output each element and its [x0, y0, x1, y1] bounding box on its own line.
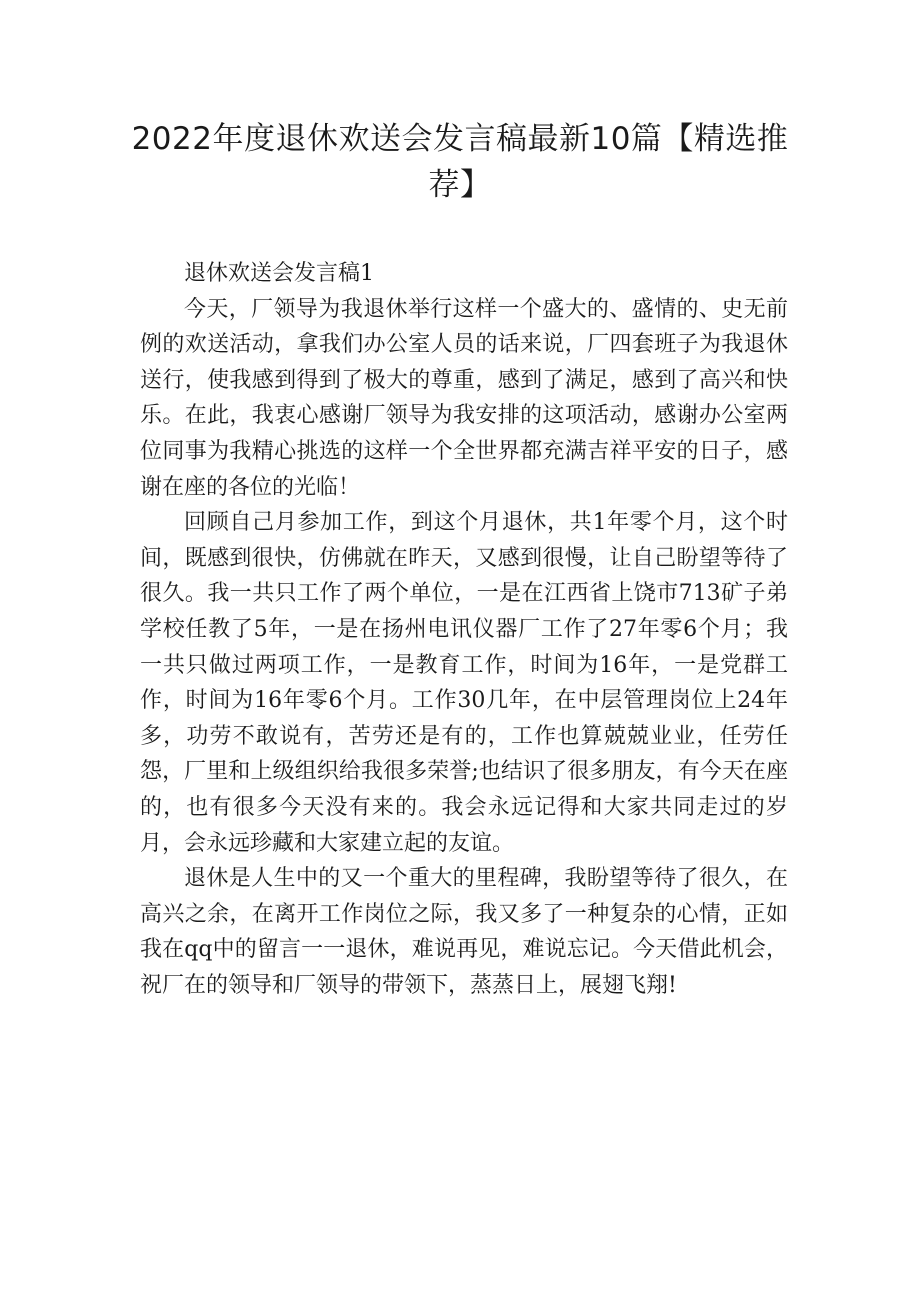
section-heading: 退休欢送会发言稿1	[184, 261, 374, 286]
paragraph: 回顾自己月参加工作，到这个月退休，共1年零个月，这个时间，既感到很快，仿佛就在昨天，又感到很慢，让自己盼望等待了很久。我一共只工作了两个单位，一是在江西省上饶市713矿子弟学校任教了5年，一是在扬州电讯仪器厂工作了27年零6个月；我一共只做过两项工作，一是教育工作，时间为16年，一是党群工作，时间为16年零6个月。工作30几年，在中层管理岗位上24年多，功劳不敢说有，苦劳还是有的，工作也算兢兢业业，任劳任怨，厂里和上级组织给我很多荣誉;也结识了很多朋友，有今天在座的，也有很多今天没有来的。我会永远记得和大家共同走过的岁月，会永远珍藏和大家建立起的友谊。	[140, 510, 788, 856]
paragraph: 退休是人生中的又一个重大的里程碑，我盼望等待了很久，在高兴之余，在离开工作岗位之际，我又多了一种复杂的心情，正如我在qq中的留言一一退休，难说再见，难说忘记。今天借此机会，祝厂在的领导和厂领导的带领下，蒸蒸日上，展翅飞翔!	[140, 866, 788, 998]
document-title: 2022年度退休欢送会发言稿最新10篇【精选推荐】	[131, 121, 789, 203]
paragraph: 今天，厂领导为我退休举行这样一个盛大的、盛情的、史无前例的欢送活动，拿我们办公室人员的话来说，厂四套班子为我退休送行，使我感到得到了极大的尊重，感到了满足，感到了高兴和快乐。在此，我衷心感谢厂领导为我安排的这项活动，感谢办公室两位同事为我精心挑选的这样一个全世界都充满吉祥平安的日子，感谢在座的各位的光临！	[140, 296, 788, 500]
document-body	[140, 256, 788, 1003]
